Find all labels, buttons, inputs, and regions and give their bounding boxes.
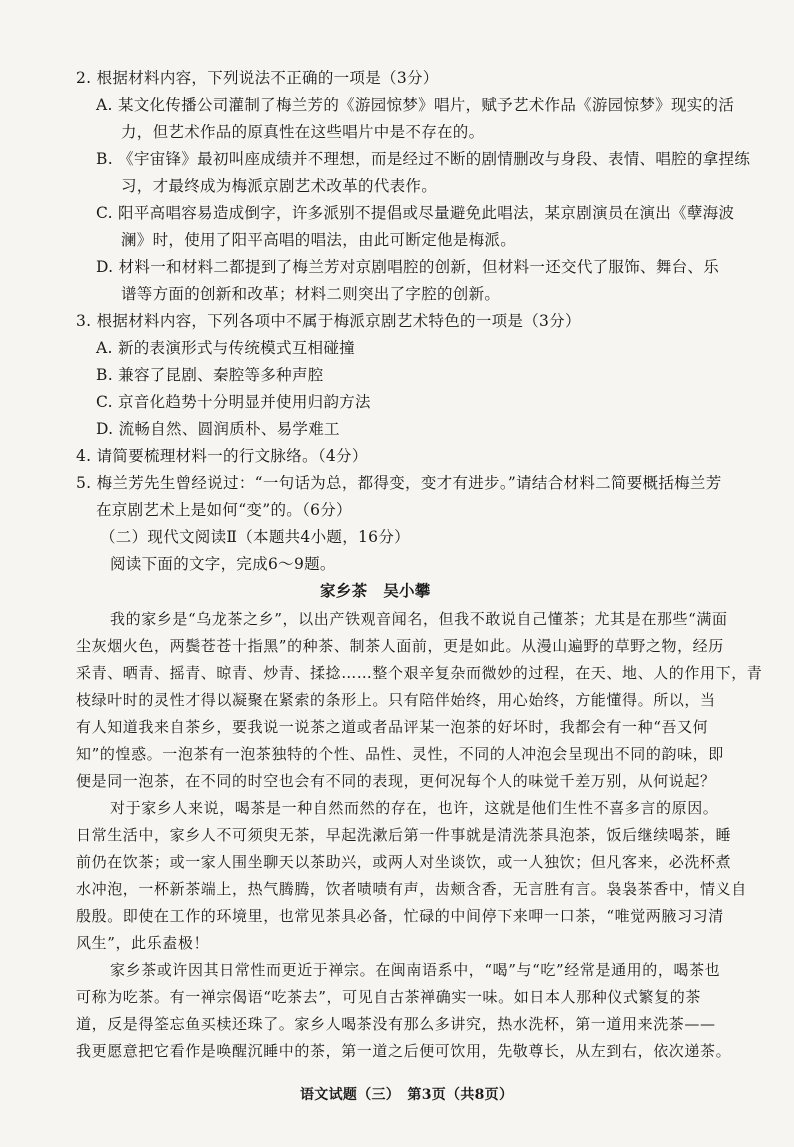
q2-option-d-cont: 谱等方面的创新和改革；材料二则突出了字腔的创新。 xyxy=(121,285,501,303)
article-line: 前仍在饮茶；或一家人围坐聊天以茶助兴，或两人对坐谈饮，或一人独饮；但凡客来，必洗杯煮 xyxy=(76,853,732,871)
q2-option-b: B. 《宇宙锋》最初叫座成绩并不理想，而是经过不断的剧情删改与身段、表情、唱腔的拿捏练 xyxy=(96,150,751,168)
article-line: 水冲泡，一杯新茶端上，热气腾腾，饮者啧啧有声，齿颊含香，无言胜有言。袅袅茶香中，情义自 xyxy=(76,880,747,898)
article-line: 有人知道我来自茶乡，要我说一说茶之道或者品评某一泡茶的好坏时，我都会有一种“吾又何 xyxy=(76,718,709,736)
page-footer: 语文试题（三） 第3页（共8页） xyxy=(300,1087,514,1103)
q3-option-c: C. 京音化趋势十分明显并使用归韵方法 xyxy=(96,393,371,411)
article-line: 采青、晒青、摇青、晾青、炒青、揉捻……整个艰辛复杂而微妙的过程，在天、地、人的作用下，青 xyxy=(76,664,763,682)
article-line: 我更愿意把它看作是唤醒沉睡中的茶，第一道之后便可饮用，先敬尊长，从左到右，依次递茶。 xyxy=(76,1042,732,1060)
q4-stem: 4. 请简要梳理材料一的行文脉络。（4分） xyxy=(76,447,368,465)
article-line: 便是同一泡茶，在不同的时空也会有不同的表现，更何况每个人的味觉千差万别，从何说起？ xyxy=(76,772,716,790)
q2-option-a: A. 某文化传播公司灌制了梅兰芳的《游园惊梦》唱片，赋予艺术作品《游园惊梦》现实的活 xyxy=(96,96,735,114)
article-line: 知”的惶惑。一泡茶有一泡茶独特的个性、品性、灵性，不同的人冲泡会呈现出不同的韵味，即 xyxy=(76,745,724,763)
q5-stem-cont: 在京剧艺术上是如何“变”的。（6分） xyxy=(96,501,352,519)
article-line: 殷殷。即使在工作的环境里，也常见茶具必备，忙碌的中间停下来呷一口茶，“唯觉两腋习习清 xyxy=(76,907,724,925)
q3-option-a: A. 新的表演形式与传统模式互相碰撞 xyxy=(96,339,355,357)
q2-option-d: D. 材料一和材料二都提到了梅兰芳对京剧唱腔的创新，但材料一还交代了服饰、舞台、乐 xyxy=(96,258,720,276)
q2-option-c: C. 阳平高唱容易造成倒字，许多派别不提倡或尽量避免此唱法，某京剧演员在演出《孽海波 xyxy=(96,204,735,222)
article-line: 家乡茶或许因其日常性而更近于禅宗。在闽南语系中，“喝”与“吃”经常是通用的，喝茶也 xyxy=(110,961,721,979)
q2-stem: 2. 根据材料内容，下列说法不正确的一项是（3分） xyxy=(76,69,439,87)
article-line: 枝绿叶时的灵性才得以凝聚在紧索的条形上。只有陪伴始终，用心始终，方能懂得。所以，当 xyxy=(76,691,716,709)
article-line: 可称为吃茶。有一禅宗偈语“吃茶去”，可见自古茶禅确实一味。如日本人那种仪式繁复的茶 xyxy=(76,988,701,1006)
article-line: 道，反是得筌忘鱼买椟还珠了。家乡人喝茶没有那么多讲究，热水洗杯，第一道用来洗茶—— xyxy=(76,1015,716,1033)
section-heading: （二）现代文阅读Ⅱ（本题共4小题，16分） xyxy=(100,528,410,546)
section-instruction: 阅读下面的文字，完成6～9题。 xyxy=(110,555,336,573)
q3-option-d: D. 流畅自然、圆润质朴、易学难工 xyxy=(96,420,340,438)
q5-stem: 5. 梅兰芳先生曾经说过：“一句话为总，都得变，变才有进步。”请结合材料二简要概括梅兰芳 xyxy=(76,474,722,492)
article-line: 对于家乡人来说，喝茶是一种自然而然的存在，也许，这就是他们生性不喜多言的原因。 xyxy=(110,799,719,817)
article-line: 风生”，此乐盍极！ xyxy=(76,934,210,952)
article-title: 家乡茶 吴小攀 xyxy=(320,581,431,600)
q2-option-b-cont: 习，才最终成为梅派京剧艺术改革的代表作。 xyxy=(121,177,438,195)
q2-option-a-cont: 力，但艺术作品的原真性在这些唱片中是不存在的。 xyxy=(121,123,485,141)
article-line: 尘灰烟火色，两鬓苍苍十指黑”的种茶、制茶人面前，更是如此。从漫山遍野的草野之物，经历 xyxy=(76,637,724,655)
article-line: 日常生活中，家乡人不可须臾无茶，早起洗漱后第一件事就是清洗茶具泡茶，饭后继续喝茶，睡 xyxy=(76,826,732,844)
q3-stem: 3. 根据材料内容，下列各项中不属于梅派京剧艺术特色的一项是（3分） xyxy=(76,312,581,330)
article-line: 我的家乡是“乌龙茶之乡”，以出产铁观音闻名，但我不敢说自己懂茶；尤其是在那些“满面 xyxy=(110,610,728,628)
q2-option-c-cont: 澜》时，使用了阳平高唱的唱法，由此可断定他是梅派。 xyxy=(121,231,517,249)
q3-option-b: B. 兼容了昆剧、秦腔等多种声腔 xyxy=(96,366,324,384)
